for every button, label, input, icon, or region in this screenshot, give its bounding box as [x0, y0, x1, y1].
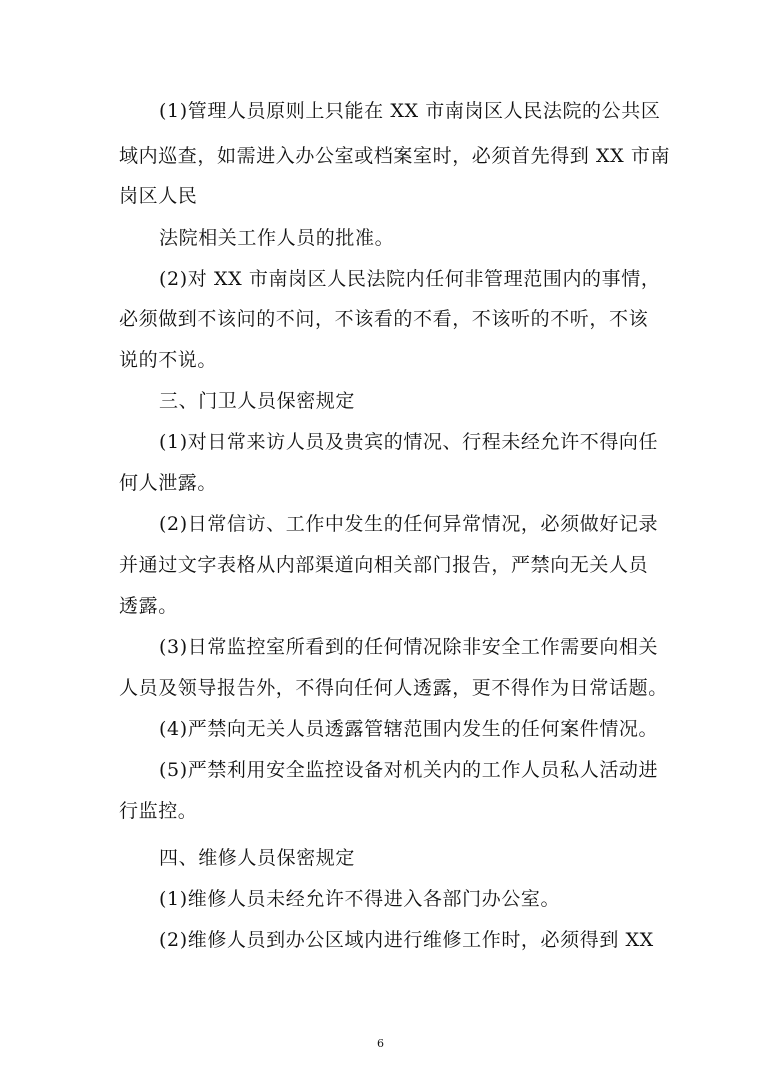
text-line: 人员及领导报告外，不得向任何人透露，更不得作为日常话题。: [119, 677, 668, 699]
text-line: 行监控。: [119, 800, 198, 822]
text-line: 何人泄露。: [119, 472, 218, 494]
text-line: (2)维修人员到办公区域内进行维修工作时，必须得到 XX: [159, 929, 654, 951]
text-line: 域内巡查，如需进入办公室或档案室时，必须首先得到 XX 市南: [119, 145, 671, 167]
text-line: 透露。: [119, 595, 178, 617]
section-heading: 三、门卫人员保密规定: [159, 390, 356, 412]
text-line: (4)严禁向无关人员透露管辖范围内发生的任何案件情况。: [159, 718, 659, 740]
page-number: 6: [377, 1037, 384, 1050]
text-line: (1)维修人员未经允许不得进入各部门办公室。: [159, 888, 561, 910]
text-line: (2)对 XX 市南岗区人民法院内任何非管理范围内的事情，: [159, 268, 661, 290]
text-line: 并通过文字表格从内部渠道向相关部门报告，严禁向无关人员: [119, 554, 649, 576]
text-line: (1)管理人员原则上只能在 XX 市南岗区人民法院的公共区: [159, 100, 661, 122]
text-line: 岗区人民: [119, 185, 198, 207]
text-line: (3)日常监控室所看到的任何情况除非安全工作需要向相关: [159, 636, 659, 658]
text-line: (5)严禁利用安全监控设备对机关内的工作人员私人活动进: [159, 759, 659, 781]
text-line: (2)日常信访、工作中发生的任何异常情况，必须做好记录: [159, 513, 659, 535]
text-line: 说的不说。: [119, 349, 218, 371]
text-line: 法院相关工作人员的批准。: [159, 227, 395, 249]
section-heading: 四、维修人员保密规定: [159, 847, 356, 869]
text-line: (1)对日常来访人员及贵宾的情况、行程未经允许不得向任: [159, 431, 659, 453]
text-line: 必须做到不该问的不问，不该看的不看，不该听的不听，不该: [119, 308, 649, 330]
